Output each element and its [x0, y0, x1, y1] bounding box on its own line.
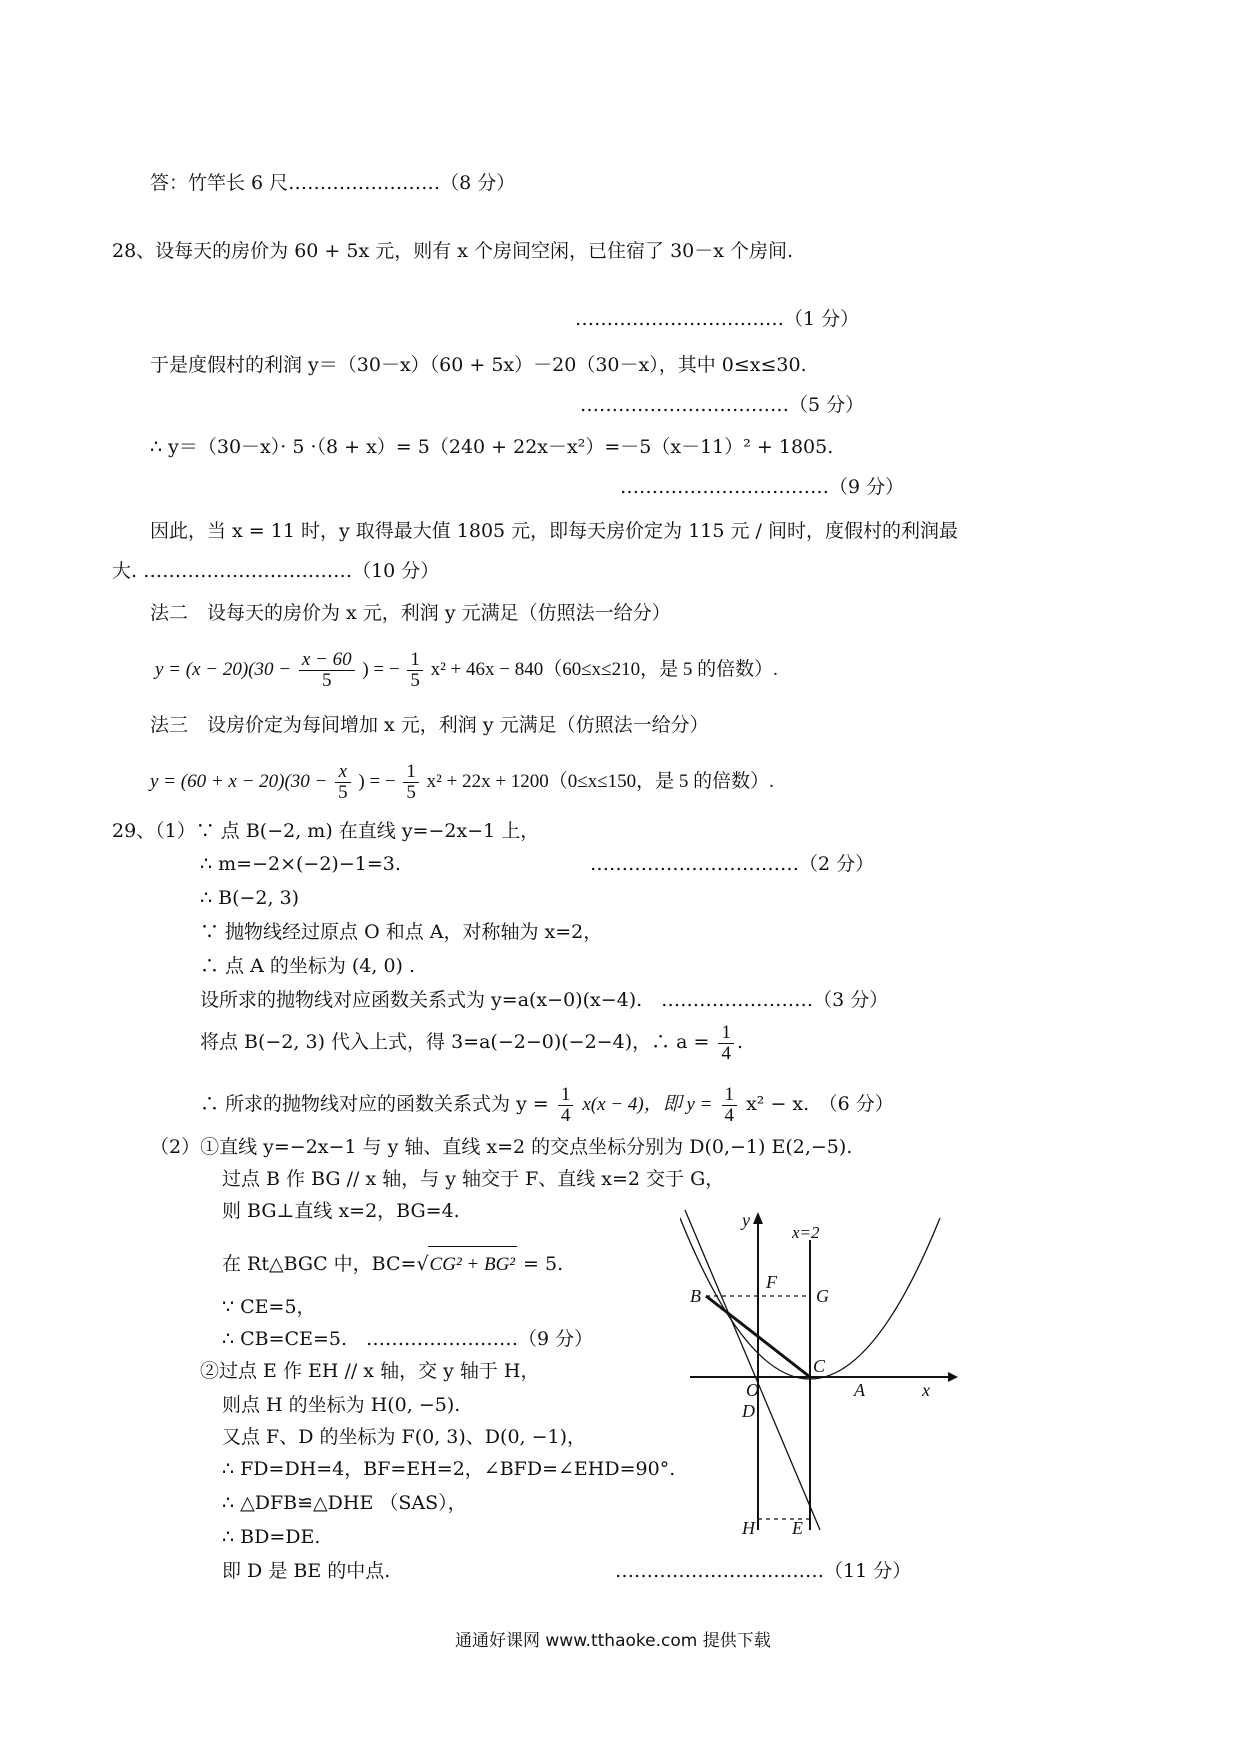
label-f: F: [766, 1272, 777, 1292]
bg-length: 则 BG⊥直线 x=2，BG=4.: [222, 1200, 460, 1222]
method-2-title: 法二 设每天的房价为 x 元，利润 y 元满足（仿照法一给分）: [150, 602, 671, 624]
point-h: 则点 H 的坐标为 H(0, −5).: [222, 1394, 461, 1416]
construct-bg: 过点 B 作 BG // x 轴，与 y 轴交于 F、直线 x=2 交于 G，: [222, 1168, 725, 1190]
profit-simplified: ∴ y＝（30－x）· 5 ·（8 + x）= 5（240 + 22x－x²）=－5（x－11）² + 1805.: [150, 436, 834, 458]
x-axis-arrow: [948, 1372, 958, 1382]
label-o: O: [746, 1380, 759, 1400]
score-5: ……………………………（5 分）: [580, 394, 865, 416]
point-a: ∴ 点 A 的坐标为 (4, 0) .: [200, 955, 416, 977]
label-x: x: [922, 1380, 930, 1400]
ce-length: ∵ CE=5，: [222, 1296, 316, 1318]
parabola-form: 设所求的抛物线对应函数关系式为 y=a(x−0)(x−4). ……………………（3 分）: [200, 989, 889, 1011]
method-3-title: 法三 设房价定为每间增加 x 元，利润 y 元满足（仿照法一给分）: [150, 714, 709, 736]
score-11: ……………………………（11 分）: [615, 1560, 912, 1582]
conclusion-line-1: 因此，当 x = 11 时，y 取得最大值 1805 元，即每天房价定为 115 元 / 间时，度假村的利润最: [150, 520, 959, 542]
problem-29-part-1: 29、（1）∵ 点 B(−2, m) 在直线 y=−2x−1 上，: [112, 820, 540, 842]
y-axis-arrow: [753, 1212, 763, 1224]
substitute-b: 将点 B(−2, 3) 代入上式，得 3=a(−2−0)(−2−4)，∴ a = $\frac{1}{4}$ .: [200, 1021, 744, 1064]
points-f-d: 又点 F、D 的坐标为 F(0, 3)、D(0, −1)，: [222, 1426, 587, 1448]
cb-equals-ce: ∴ CB=CE=5. ……………………（9 分）: [222, 1328, 594, 1350]
method-3-equation: y = (60 + x − 20)(30 − $\frac{x}{5}$ ) = − $\frac{1}{5}$ x² + 22x + 1200（0≤x≤150，是 5 的倍数）.: [150, 761, 774, 804]
label-c: C: [813, 1356, 826, 1376]
label-x-equals-2: x=2: [792, 1223, 820, 1242]
d-midpoint: 即 D 是 BE 的中点.: [222, 1560, 391, 1582]
label-d: D: [742, 1401, 755, 1421]
label-e: E: [792, 1518, 803, 1538]
bc-length: 在 Rt△BGC 中，BC=√CG² + BG² = 5.: [222, 1246, 563, 1283]
bd-equals-de: ∴ BD=DE.: [222, 1526, 321, 1548]
parabola-function: ∴ 所求的抛物线对应的函数关系式为 y = $\frac{1}{4}$ x(x − 4)，即 y = $\frac{1}{4}$ x² − x. （6 分）: [200, 1083, 894, 1126]
conclusion-line-2: 大. ……………………………（10 分）: [112, 560, 440, 582]
method-2-equation: y = (x − 20)(30 − $\frac{x - 60}{5}$ ) = − $\frac{1}{5}$ x² + 46x − 840（60≤x≤210，是 5 的倍数）.: [155, 649, 778, 692]
label-h: H: [742, 1518, 755, 1538]
problem-28-setup: 28、设每天的房价为 60 + 5x 元，则有 x 个房间空闲，已住宿了 30－x 个房间.: [112, 240, 794, 262]
score-2: ……………………………（2 分）: [590, 853, 875, 875]
find-m: ∴ m=−2×(−2)−1=3.: [200, 853, 401, 875]
label-y: y: [742, 1210, 750, 1230]
problem-29-part-2: （2）①直线 y=−2x−1 与 y 轴、直线 x=2 的交点坐标分别为 D(0,−1) E(2,−5).: [150, 1136, 853, 1158]
page-footer: 通通好课网 www.tthaoke.com 提供下载: [455, 1631, 771, 1651]
geometry-figure: [680, 1210, 960, 1540]
score-1: ……………………………（1 分）: [575, 308, 860, 330]
parabola-condition: ∵ 抛物线经过原点 O 和点 A，对称轴为 x=2，: [200, 921, 603, 943]
label-b: B: [690, 1286, 701, 1306]
point-b: ∴ B(−2, 3): [200, 887, 300, 909]
profit-expression: 于是度假村的利润 y＝（30－x）（60 + 5x）－20（30－x），其中 0≤x≤30.: [150, 354, 807, 376]
answer-line-27: 答：竹竿长 6 尺……………………（8 分）: [150, 172, 516, 194]
score-9: ……………………………（9 分）: [620, 476, 905, 498]
equal-segments: ∴ FD=DH=4，BF=EH=2，∠BFD=∠EHD=90°.: [222, 1458, 676, 1480]
congruent-triangles: ∴ △DFB≌△DHE （SAS），: [222, 1492, 467, 1514]
label-a: A: [854, 1380, 865, 1400]
construct-eh: ②过点 E 作 EH // x 轴，交 y 轴于 H，: [200, 1360, 540, 1382]
label-g: G: [816, 1286, 829, 1306]
